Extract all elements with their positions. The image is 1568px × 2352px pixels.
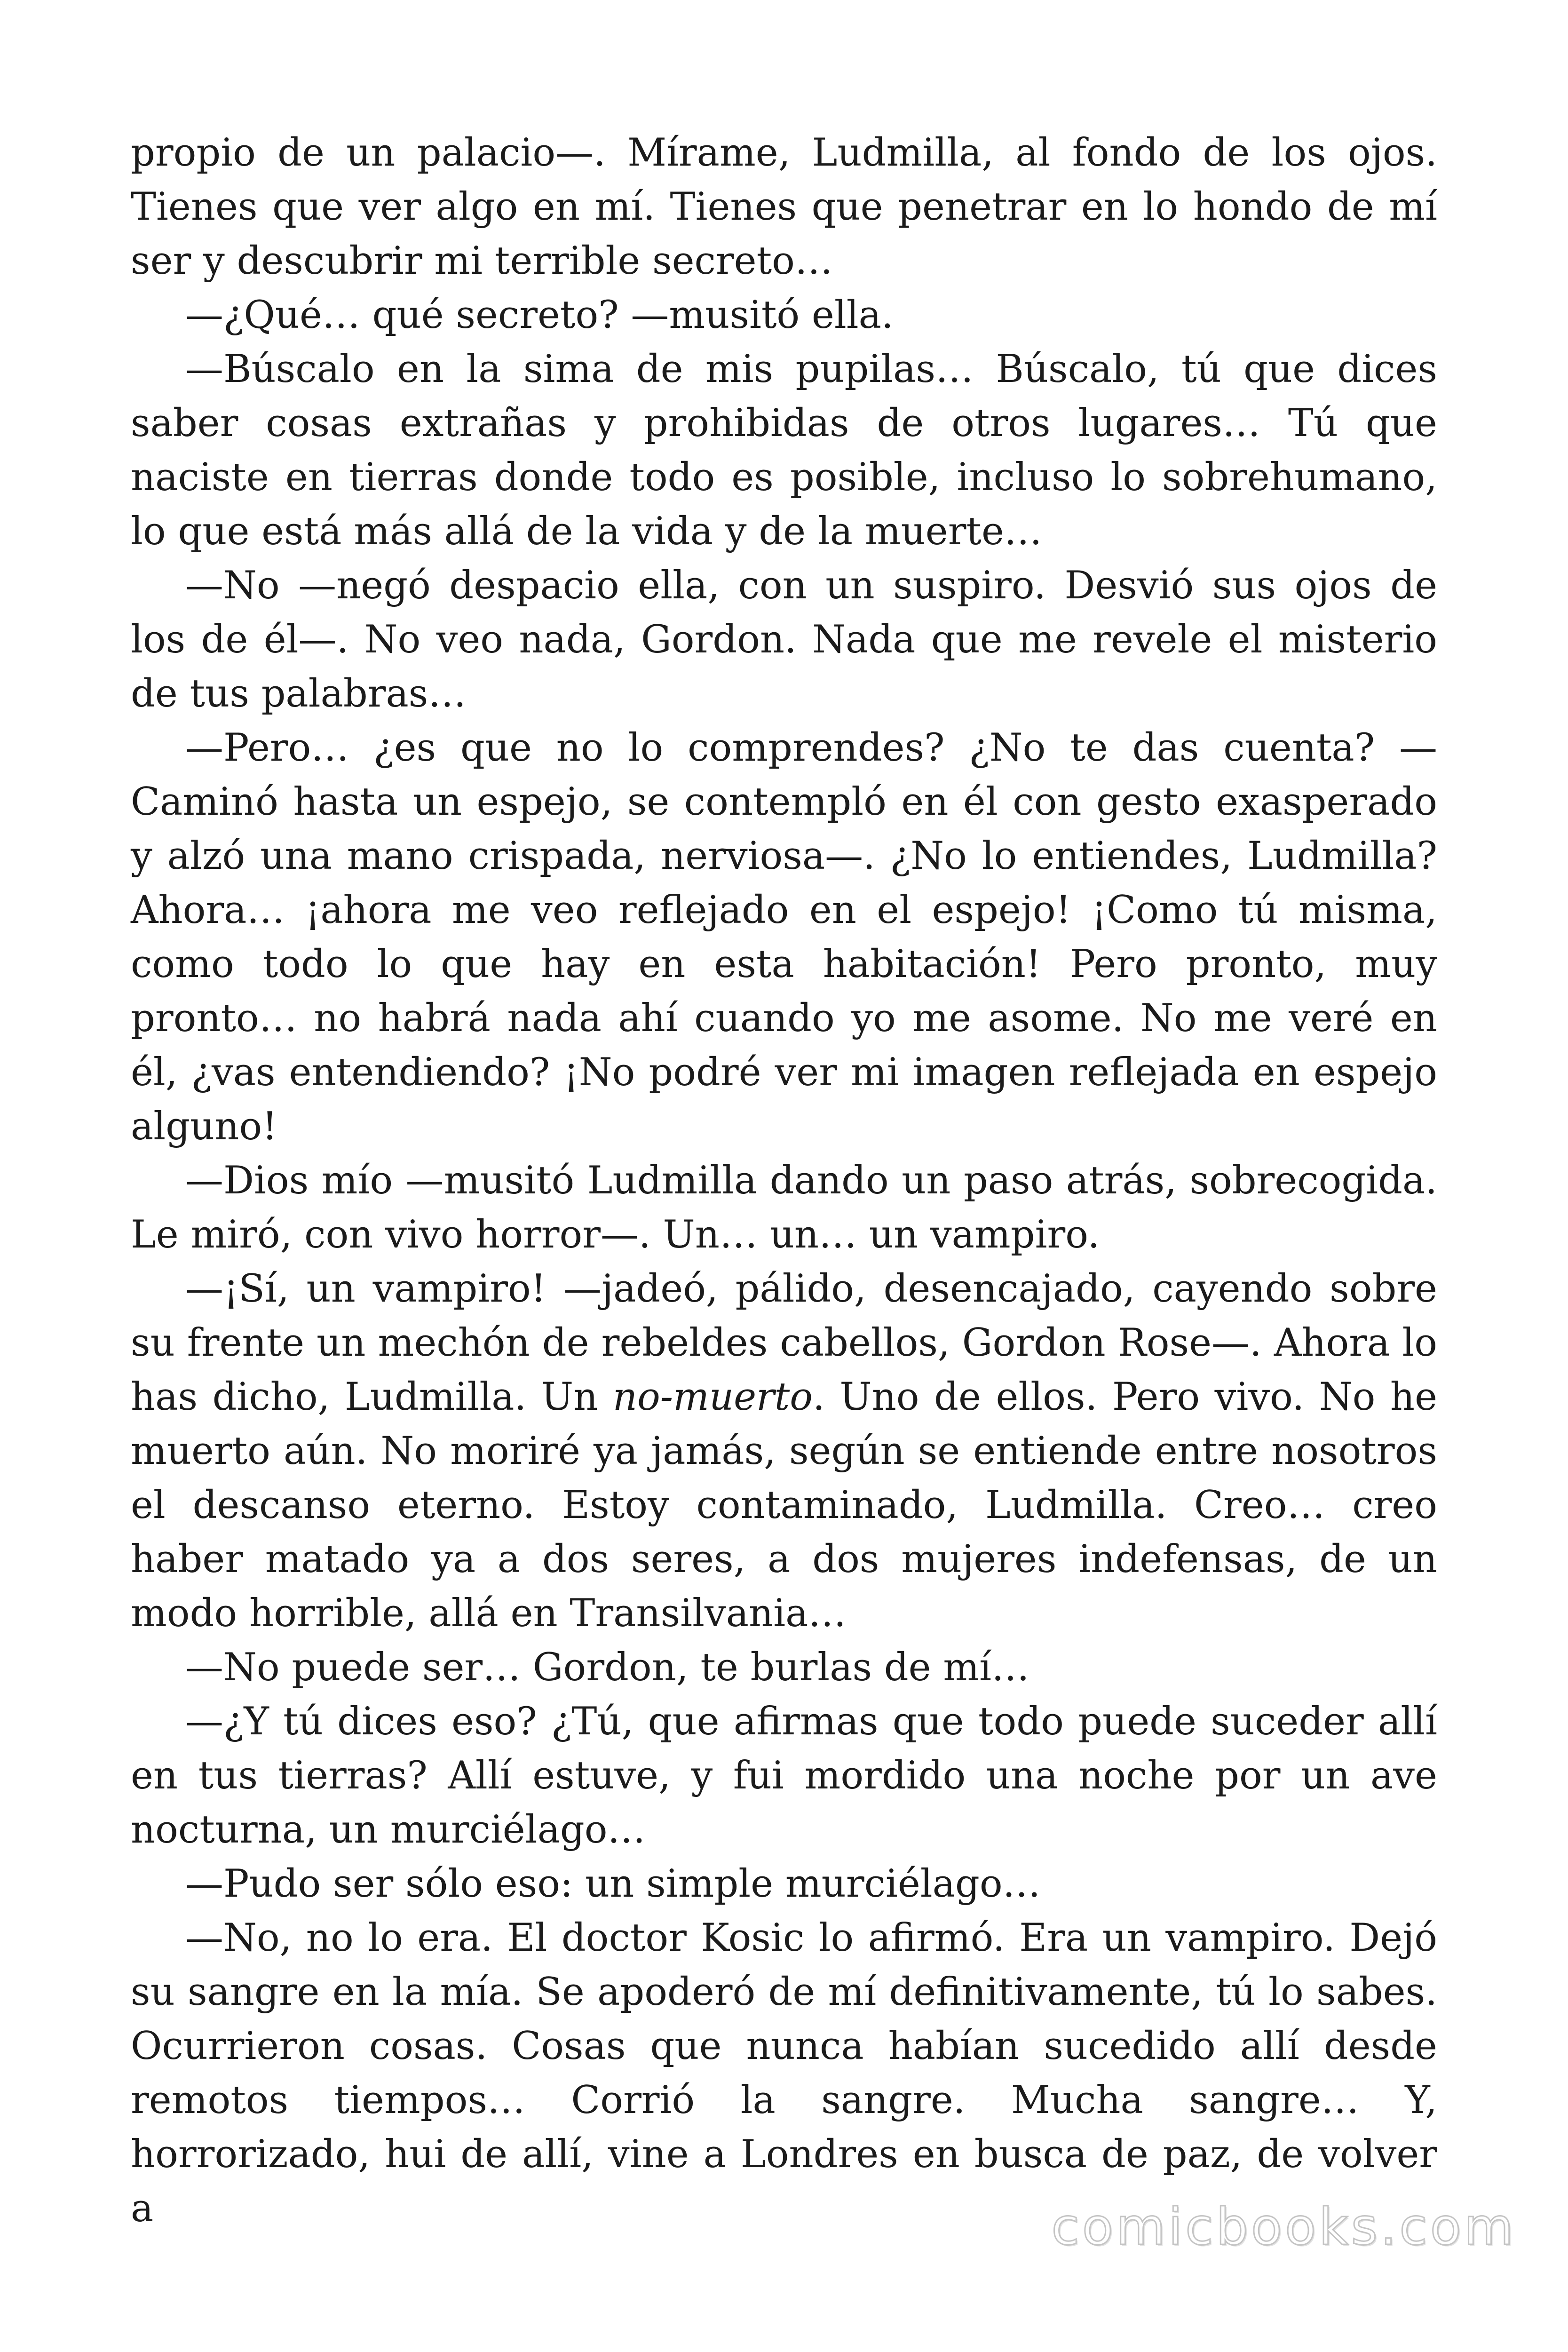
text-segment: —Dios mío —musitó Ludmilla dando un paso atrás, sobrecogida. Le miró, con vivo horror—. Un… un… un vampiro. (131, 1159, 1437, 1257)
body-text (131, 126, 1437, 2236)
paragraph (131, 1695, 1437, 1857)
text-segment: —Pudo ser sólo eso: un simple murciélago… (185, 1862, 1041, 1906)
text-segment: —No, no lo era. El doctor Kosic lo afirmó. Era un vampiro. Dejó su sangre en la mía. Se apoderó de mí definitivamente, tú lo sabes. Ocurrieron cosas. Cosas que nunca habían sucedido allí desde remotos tiempos… Corrió la sangre. Mucha sangre… Y, horrorizado, hui de allí, vine a Londres en busca de paz, de volver a (131, 1916, 1437, 2231)
paragraph (131, 1857, 1437, 1911)
text-segment: —Búscalo en la sima de mis pupilas… Búscalo, tú que dices saber cosas extrañas y prohibidas de otros lugares… Tú que naciste en tierras donde todo es posible, incluso lo sobrehumano, lo que está más allá de la vida y de la muerte… (131, 347, 1437, 554)
text-segment: —¡Sí, un vampiro! —jadeó, pálido, desencajado, cayendo sobre su frente un mechón de rebeldes cabellos, Gordon Rose—. Ahora lo has dicho, Ludmilla. Un (131, 1267, 1437, 1419)
text-segment: . Uno de ellos. Pero vivo. No he muerto aún. No moriré ya jamás, según se entiende entre nosotros el descanso eterno. Estoy contaminado, Ludmilla. Creo… creo haber matado ya a dos seres, a dos mujeres indefensas, de un modo horrible, allá en Transilvania… (131, 1375, 1438, 1636)
paragraph (131, 288, 1437, 342)
text-segment: —Pero… ¿es que no lo comprendes? ¿No te das cuenta? —Caminó hasta un espejo, se contempló en él con gesto exasperado y alzó una mano crispada, nerviosa—. ¿No lo entiendes, Ludmilla? Ahora… ¡ahora me veo reflejado en el espejo! ¡Como tú misma, como todo lo que hay en esta habitación! Pero pronto, muy pronto… no habrá nada ahí cuando yo me asome. No me veré en él, ¿vas entendiendo? ¡No podré ver mi imagen reflejada en espejo alguno! (131, 726, 1437, 1149)
paragraph (131, 559, 1437, 721)
text-segment: —¿Qué… qué secreto? —musitó ella. (185, 293, 894, 337)
paragraph (131, 1641, 1437, 1695)
paragraph (131, 342, 1437, 559)
italic-text: no-muerto (612, 1375, 813, 1419)
paragraph (131, 1262, 1437, 1641)
watermark-logo: comicbooks.com (1051, 2198, 1516, 2257)
paragraph (131, 126, 1437, 288)
text-segment: —No —negó despacio ella, con un suspiro. Desvió sus ojos de los de él—. No veo nada, Gordon. Nada que me revele el misterio de tus palabras… (131, 564, 1437, 716)
paragraph (131, 1911, 1437, 2236)
text-segment: propio de un palacio—. Mírame, Ludmilla, al fondo de los ojos. Tienes que ver algo en mí. Tienes que penetrar en lo hondo de mí ser y descubrir mi terrible secreto… (131, 131, 1437, 283)
text-segment: —No puede ser… Gordon, te burlas de mí… (185, 1645, 1030, 1690)
paragraph (131, 721, 1437, 1154)
text-segment: —¿Y tú dices eso? ¿Tú, que afirmas que todo puede suceder allí en tus tierras? Allí estuve, y fui mordido una noche por un ave nocturna, un murciélago… (131, 1700, 1437, 1852)
paragraph (131, 1154, 1437, 1262)
